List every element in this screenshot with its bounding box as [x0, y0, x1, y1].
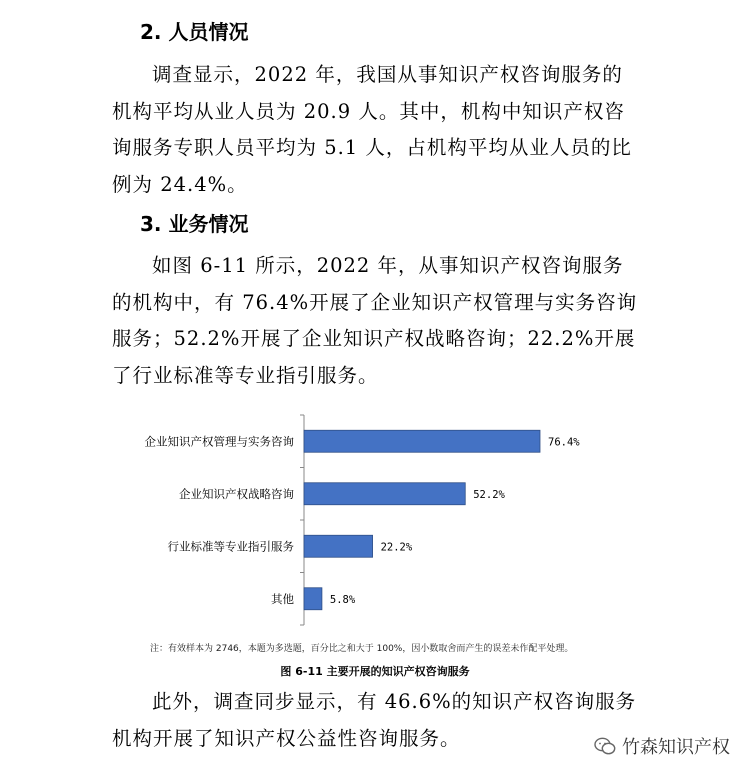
category-label: 企业知识产权管理与实务咨询 [144, 434, 294, 449]
section-2-heading: 2. 人员情况 [140, 20, 249, 44]
bar [304, 483, 465, 505]
data-label: 5.8% [329, 593, 356, 606]
category-label: 行业标准等专业指引服务 [167, 539, 294, 554]
section-2-paragraph: 调查显示，2022 年，我国从事知识产权咨询服务的机构平均从业人员为 20.9 人。其中，机构中知识产权咨询服务专职人员平均为 5.1 人，占机构平均从业人员的比例为 24.4%。 [112, 63, 632, 196]
category-label: 其他 [271, 591, 294, 606]
section-3-paragraph: 如图 6-11 所示，2022 年，从事知识产权咨询服务的机构中，有 76.4%开展了企业知识产权管理与实务咨询服务；52.2%开展了企业知识产权战略咨询；22.2%开展了行业标准等专业指引服务。 [112, 254, 638, 387]
bar [304, 430, 540, 452]
bar [304, 535, 373, 557]
watermark [594, 733, 730, 759]
data-label: 52.2% [473, 488, 505, 501]
figure-caption: 图 6-11 主要开展的知识产权咨询服务 [280, 665, 470, 678]
watermark-text: 竹森知识产权 [622, 737, 730, 758]
data-label: 76.4% [548, 436, 580, 449]
figure-note: 注：有效样本为 2746，本题为多选题，百分比之和大于 100%，因小数取舍而产生的误差未作配平处理。 [150, 644, 574, 654]
section-3-heading: 3. 业务情况 [140, 212, 249, 236]
closing-paragraph: 此外，调查同步显示，有 46.6%的知识产权咨询服务机构开展了知识产权公益性咨询服务。 [112, 690, 637, 750]
wechat-icon [594, 737, 616, 755]
bar-chart [0, 405, 750, 640]
bar [304, 588, 322, 610]
data-label: 22.2% [380, 541, 413, 554]
category-label: 企业知识产权战略咨询 [179, 486, 294, 501]
